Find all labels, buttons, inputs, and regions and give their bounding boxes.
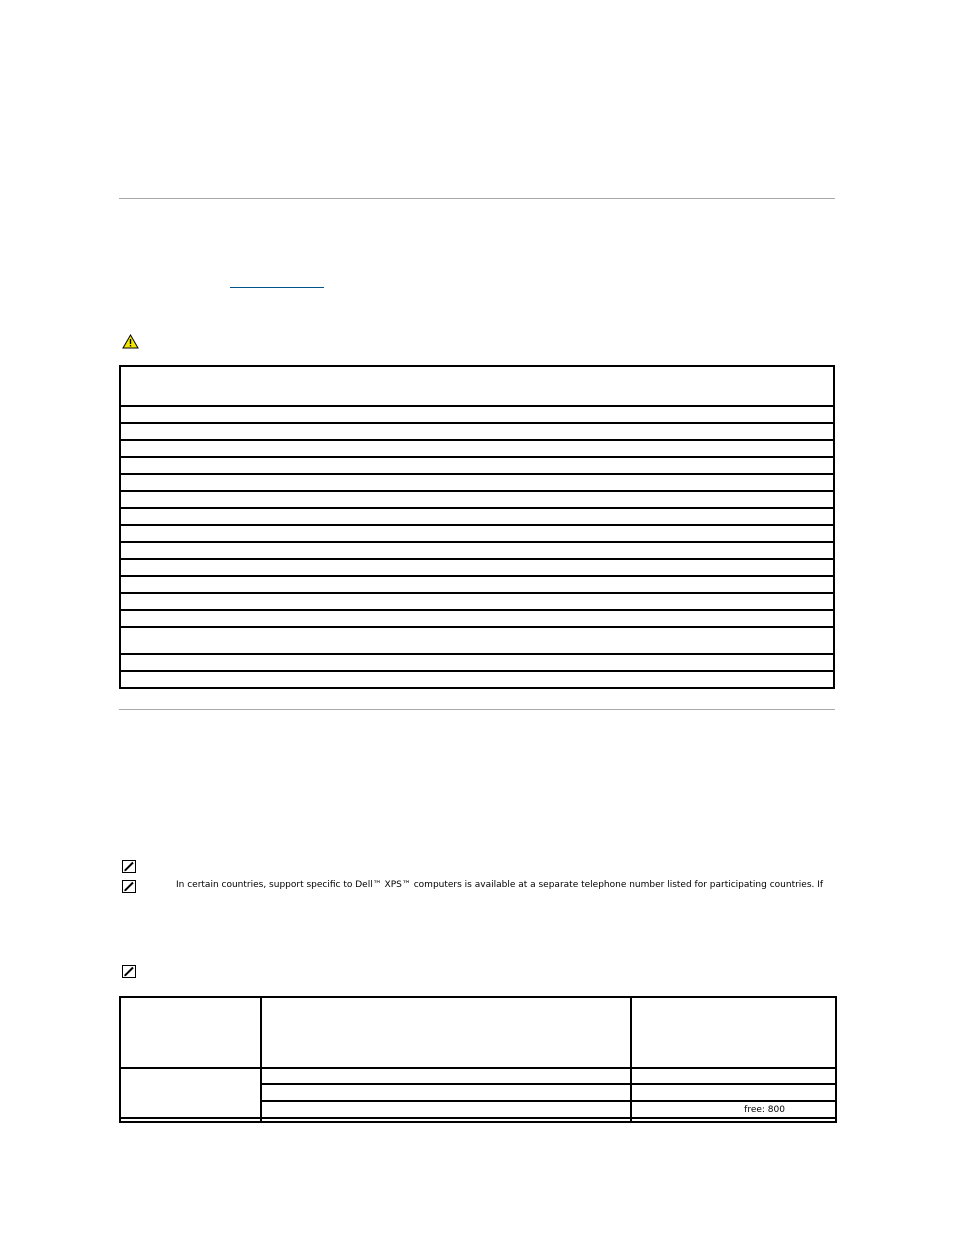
hyperlink-underline[interactable] — [230, 287, 324, 288]
table-cell — [261, 1084, 631, 1101]
table-cell — [120, 610, 834, 627]
table-cell — [120, 1068, 261, 1118]
table-cell — [120, 1118, 261, 1122]
table-row — [120, 610, 834, 627]
table-cell — [120, 671, 834, 688]
table-cell — [120, 542, 834, 559]
table-row — [120, 366, 834, 406]
table-row — [120, 627, 834, 654]
table-row — [120, 440, 834, 457]
note-pencil-icon — [122, 965, 136, 978]
table-cell — [631, 1118, 836, 1122]
table-cell — [120, 423, 834, 440]
table-row — [120, 491, 834, 508]
table-row — [120, 474, 834, 491]
table-row — [120, 1118, 836, 1122]
table-cell — [631, 1101, 836, 1118]
table-cell — [120, 654, 834, 671]
note-pencil-icon — [122, 860, 136, 873]
table-row — [120, 406, 834, 423]
table-row — [120, 576, 834, 593]
table-header-cell — [261, 997, 631, 1068]
table-cell — [120, 559, 834, 576]
table-cell — [120, 525, 834, 542]
table-cell — [120, 627, 834, 654]
table-row — [120, 525, 834, 542]
toll-free-number: free: 800 — [744, 1104, 785, 1115]
section-divider-top — [119, 198, 835, 199]
table-cell — [120, 457, 834, 474]
table-cell — [120, 406, 834, 423]
table-row — [120, 508, 834, 525]
table-cell — [120, 593, 834, 610]
table-header-cell — [120, 997, 261, 1068]
table-row — [120, 654, 834, 671]
table-cell — [120, 576, 834, 593]
table-cell — [261, 1068, 631, 1084]
table-row — [120, 423, 834, 440]
table-row — [120, 997, 836, 1068]
section-divider-middle — [119, 709, 835, 710]
table-cell — [120, 440, 834, 457]
table-row — [120, 559, 834, 576]
note-pencil-icon — [122, 880, 136, 893]
contact-table — [119, 996, 837, 1123]
table-cell — [631, 1068, 836, 1084]
table-cell — [120, 491, 834, 508]
table-cell — [120, 366, 834, 406]
info-table — [119, 365, 835, 689]
table-row — [120, 671, 834, 688]
table-cell — [261, 1101, 631, 1118]
table-cell — [120, 474, 834, 491]
table-row — [120, 457, 834, 474]
note-text: In certain countries, support specific to Dell™ XPS™ computers is available at a separate telephone number listed for participating countries. If — [176, 880, 824, 890]
table-cell — [631, 1084, 836, 1101]
table-row — [120, 593, 834, 610]
table-header-cell — [631, 997, 836, 1068]
caution-triangle-icon — [122, 334, 139, 349]
table-row — [120, 542, 834, 559]
table-row — [120, 1068, 836, 1084]
table-cell — [261, 1118, 631, 1122]
table-cell — [120, 508, 834, 525]
